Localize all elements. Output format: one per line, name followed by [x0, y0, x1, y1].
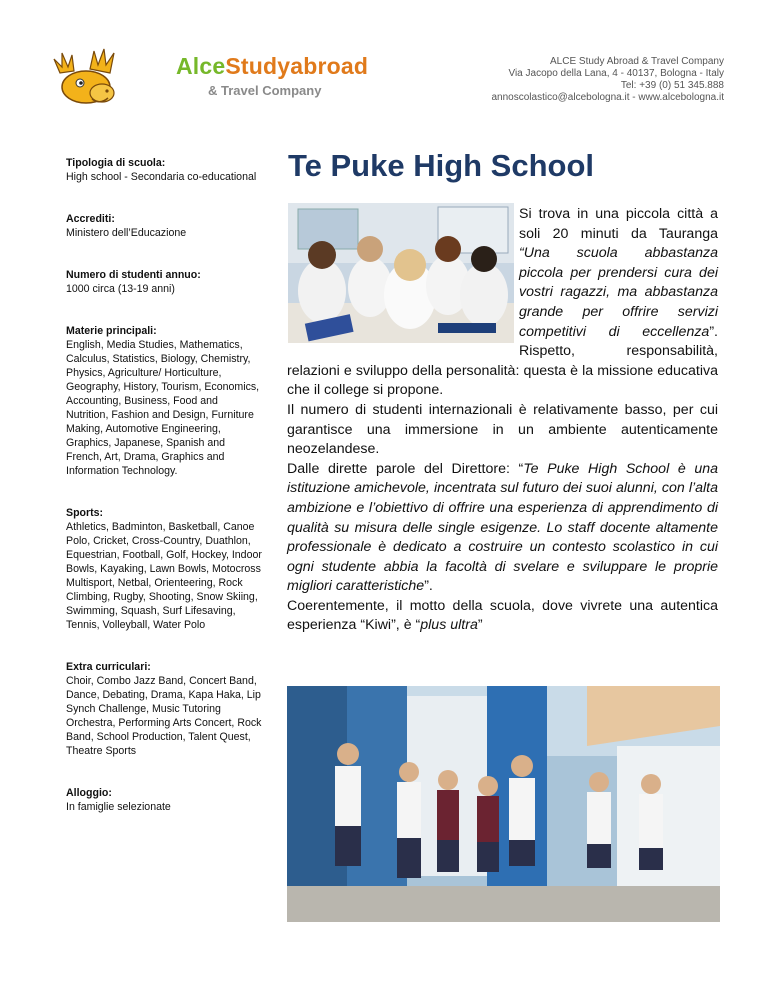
school-facts-sidebar — [66, 156, 262, 842]
fact-accommodation — [66, 786, 262, 814]
paragraph-director: Dalle dirette parole del Direttore: “Te Puke High School è una istituzione amichevole, incentrata sul futuro dei suoi alunni, con l’alta ambizione e l’obiettivo di offrire una esperienza di apprendimento di qualità su misura delle single esigenze. Lo staff docente altamente professionale è dedicato a costruire un contesto scolastico in cui ogni studente abbia la facoltà di svelare e sviluppare le proprie migliori caratteristiche”. — [287, 460, 718, 595]
fact-text: High school - Secondaria co-educational — [66, 171, 257, 183]
fact-heading: Alloggio: — [66, 787, 112, 799]
moose-logo-icon — [50, 45, 122, 113]
fact-text: Ministero dell’Educazione — [66, 227, 187, 239]
fact-text: In famiglie selezionate — [66, 801, 171, 813]
paragraph-international: Il numero di studenti internazionali è relativamente basso, per cui garantisce una immersione in un ambiente autenticamente neozelandese. — [287, 401, 718, 458]
school-description — [287, 205, 718, 636]
fact-text: Choir, Combo Jazz Band, Concert Band, Dance, Debating, Drama, Kapa Haka, Lip Synch Challenge, Music Tutoring Orchestra, Performing Arts Concert, Rock Band, School Production, Talent Quest, Theatre Sports — [66, 675, 262, 757]
fact-heading: Extra curriculari: — [66, 661, 151, 673]
brand-alce: Alce — [176, 53, 226, 79]
fact-heading: Sports: — [66, 507, 104, 519]
students-school-building-photo — [287, 686, 720, 922]
fact-heading: Materie principali: — [66, 325, 157, 337]
fact-heading: Accrediti: — [66, 213, 115, 225]
fact-accreditation — [66, 212, 262, 240]
quote-intro: “Una scuola abbastanza piccola per prendersi cura dei vostri ragazzi, ma abbastanza grande per offrire servizi competitivi di eccellenza — [519, 245, 718, 340]
fact-school-type — [66, 156, 262, 184]
fact-subjects — [66, 324, 262, 478]
fact-heading: Numero di studenti annuo: — [66, 269, 201, 281]
paragraph-intro: Si trova in una piccola città a soli 20 minuti da Tauranga “Una scuola abbastanza piccola per prendersi cura dei vostri ragazzi, ma abbastanza grande per offrire servizi competitivi di eccellenza”. Rispetto, responsabilità, relazioni e sviluppo della personalità: questa è la missione educativa che il college si propone. — [287, 206, 718, 399]
contact-phone: Tel: +39 (0) 51 345.888 — [620, 80, 724, 91]
contact-address: Via Jacopo della Lana, 4 - 40137, Bologna - Italy — [508, 68, 724, 79]
contact-email-web: annoscolastico@alcebologna.it - www.alcebologna.it — [491, 92, 724, 103]
quote-director: Te Puke High School è una istituzione amichevole, incentrata sul futuro dei suoi alunni, con l’alta ambizione e l’obiettivo di offrire una esperienza di apprendimento di qualità su misura delle single esigenze. Lo staff docente altamente professionale è dedicato a costruire un contesto scolastico in cui ogni studente abbia la facoltà di svelare e sviluppare le proprie migliori caratteristiche — [287, 460, 718, 595]
brand-subtitle: & Travel Company — [208, 83, 322, 98]
brand-name — [176, 53, 368, 80]
school-motto: plus ultra — [420, 617, 478, 634]
fact-extracurricular — [66, 660, 262, 758]
fact-student-count — [66, 268, 262, 296]
fact-heading: Tipologia di scuola: — [66, 157, 166, 169]
contact-info — [491, 56, 724, 104]
paragraph-motto: Coerentemente, il motto della scuola, dove vivrete una autentica esperienza “Kiwi”, è “plus ultra” — [287, 597, 718, 634]
contact-company: ALCE Study Abroad & Travel Company — [550, 56, 724, 67]
page-title: Te Puke High School — [288, 148, 595, 183]
fact-text: 1000 circa (13-19 anni) — [66, 283, 175, 295]
fact-text: English, Media Studies, Mathematics, Calculus, Statistics, Biology, Chemistry, Physics, Agriculture/ Horticulture, Geography, History, Tourism, Economics, Accounting, Business, Food and Nutrition, Fashion and Design, Furniture Making, Automotive Engineering, Graphics, Japanese, Spanish and French, Art, Drama, Graphics and Information Technology. — [66, 339, 260, 477]
brand-studyabroad: Studyabroad — [225, 53, 369, 79]
fact-sports — [66, 506, 262, 632]
logo — [50, 45, 380, 115]
fact-text: Athletics, Badminton, Basketball, Canoe Polo, Cricket, Cross-Country, Duathlon, Equestrian, Football, Golf, Hockey, Indoor Bowls, Kayaking, Lawn Bowls, Motocross Multisport, Netbal, Orienteering, Rock Climbing, Rugby, Shooting, Snow Skiing, Swimming, Squash, Surf Lifesaving, Tennis, Volleyball, Water Polo — [66, 521, 262, 631]
